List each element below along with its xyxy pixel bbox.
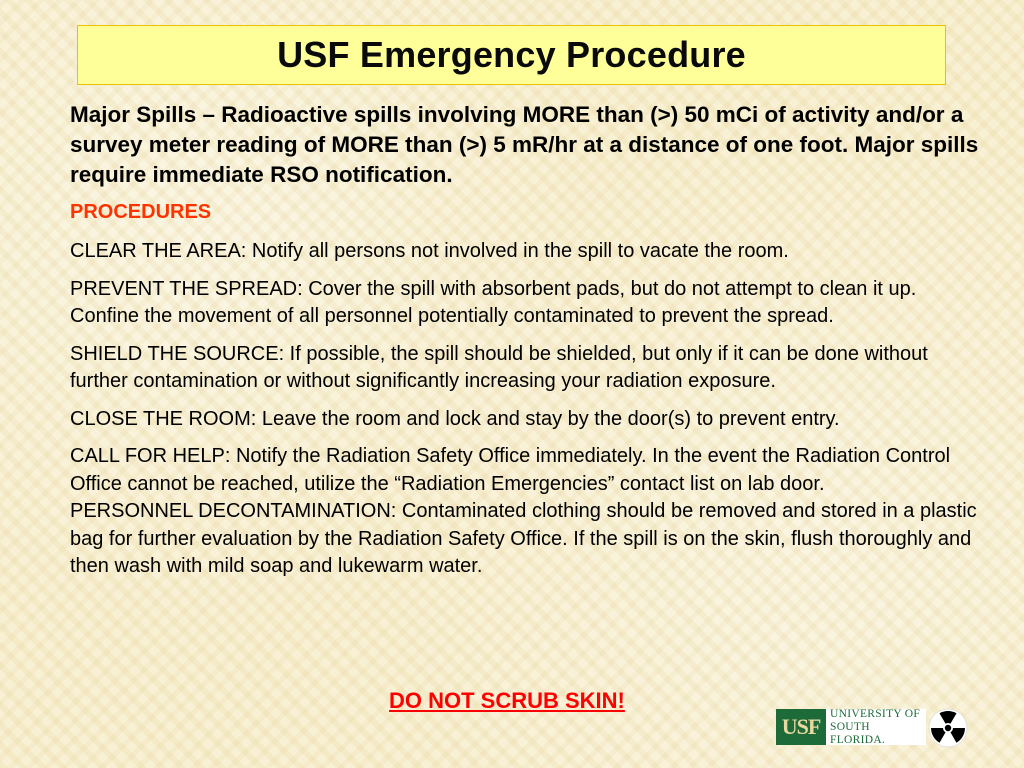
procedure-shield-source: SHIELD THE SOURCE: If possible, the spill should be shielded, but only if it can be done without further contamination or without significantly increasing your radiation exposure. [70,342,928,392]
procedure-close-room: CLOSE THE ROOM: Leave the room and lock and stay by the door(s) to prevent entry. [70,407,840,430]
radiation-trefoil-icon [928,708,968,748]
procedure-call-for-help: CALL FOR HELP: Notify the Radiation Safety Office immediately. In the event the Radiation Control Office cannot be reached, utilize the “Radiation Emergencies” contact list on lab door. [70,445,951,495]
major-spills-intro: Major Spills – Radioactive spills involving MORE than (>) 50 mCi of activity and/or a survey meter reading of MORE than (>) 5 mR/hr at a distance of one foot. Major spills require immediate RSO notification. [70,102,979,187]
usf-logo-line2: SOUTH FLORIDA. [830,720,886,746]
procedures-heading: PROCEDURES [70,201,212,223]
usf-logo-name [826,709,926,745]
page-title: USF Emergency Procedure [277,34,746,75]
do-not-scrub-warning: DO NOT SCRUB SKIN! [389,688,625,713]
usf-logo-line1: UNIVERSITY OF [830,707,921,720]
procedure-personnel-decontamination: PERSONNEL DECONTAMINATION: Contaminated clothing should be removed and stored in a plastic bag for further evaluation by the Radiation Safety Office. If the spill is on the skin, flush thoroughly and then wash with mild soap and lukewarm water. [70,500,977,577]
procedure-prevent-spread: PREVENT THE SPREAD: Cover the spill with absorbent pads, but do not attempt to clean it up. Confine the movement of all personnel potentially contaminated to prevent the spread. [70,277,917,327]
content-body [70,100,985,591]
usf-logo [776,709,926,745]
usf-logo-mark: USF [776,709,826,745]
procedure-clear-area: CLEAR THE AREA: Notify all persons not involved in the spill to vacate the room. [70,240,789,262]
title-banner [77,25,946,85]
